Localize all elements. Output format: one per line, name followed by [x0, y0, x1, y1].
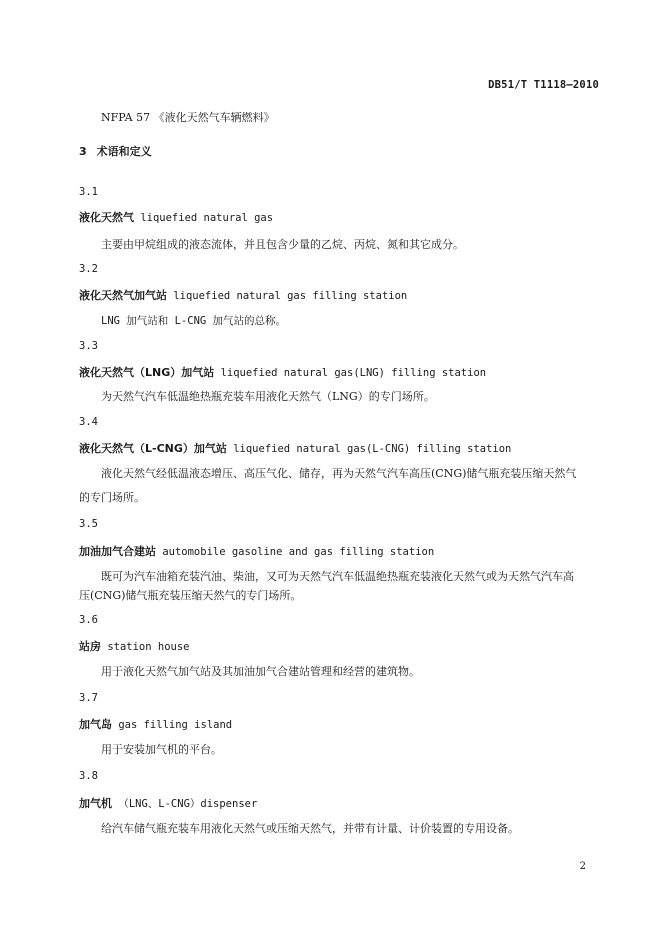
- term-chinese: 液化天然气（L-CNG）加气站: [79, 442, 227, 455]
- term-definition: 为天然气汽车低温绝热瓶充装车用液化天然气（LNG）的专门场所。: [101, 390, 435, 403]
- term-definition: 主要由甲烷组成的液态流体，并且包含少量的乙烷、丙烷、氮和其它成分。: [101, 238, 464, 251]
- term-heading: [79, 287, 407, 303]
- term-heading: [79, 364, 486, 380]
- term-english: liquefied natural gas: [140, 212, 274, 224]
- term-number: 3.1: [79, 186, 98, 198]
- section-heading: [79, 143, 152, 159]
- term-number: 3.8: [79, 770, 98, 782]
- page-number: 2: [579, 861, 586, 872]
- term-heading: [79, 543, 434, 559]
- section-title: 术语和定义: [96, 145, 152, 158]
- term-heading: [79, 440, 511, 456]
- term-definition: 用于安装加气机的平台。: [101, 743, 222, 756]
- term-heading: [79, 209, 273, 225]
- term-definition: 用于液化天然气加气站及其加油加气合建站管理和经营的建筑物。: [101, 665, 420, 678]
- term-english: liquefied natural gas(LNG) filling station: [220, 367, 487, 379]
- term-number: 3.4: [79, 416, 98, 428]
- term-chinese: 加气机: [79, 797, 112, 810]
- term-english: station house: [107, 641, 190, 653]
- document-code-header: DB51/T T1118—2010: [488, 79, 599, 91]
- term-number: 3.5: [79, 518, 98, 530]
- normative-reference: NFPA 57 《液化天然气车辆燃料》: [101, 111, 275, 124]
- term-number: 3.6: [79, 614, 98, 626]
- term-heading: [79, 716, 232, 732]
- term-number: 3.7: [79, 692, 98, 704]
- term-english: gas filling island: [118, 719, 233, 731]
- section-number: 3: [79, 145, 87, 158]
- term-chinese: 液化天然气（LNG）加气站: [79, 366, 215, 379]
- term-definition: LNG 加气站和 L-CNG 加气站的总称。: [101, 315, 287, 327]
- term-definition: 液化天然气经低温液态增压、高压气化、储存，再为天然气汽车高压(CNG)储气瓶充装压缩天然气: [101, 467, 577, 480]
- term-heading: [79, 638, 190, 654]
- term-definition-continued: 压(CNG)储气瓶充装压缩天然气的专门场所。: [79, 589, 302, 602]
- term-number: 3.3: [79, 340, 98, 352]
- term-number: 3.2: [79, 263, 98, 275]
- term-english: liquefied natural gas filling station: [173, 290, 408, 302]
- term-heading: [79, 795, 257, 811]
- term-definition-continued: 的专门场所。: [79, 491, 145, 504]
- term-chinese: 站房: [79, 640, 101, 653]
- term-english: automobile gasoline and gas filling station: [162, 546, 435, 558]
- term-definition: 既可为汽车油箱充装汽油、柴油，又可为天然气汽车低温绝热瓶充装液化天然气或为天然气汽车高: [101, 570, 574, 583]
- term-english: liquefied natural gas(L-CNG) filling station: [233, 443, 512, 455]
- term-definition: 给汽车储气瓶充装车用液化天然气或压缩天然气，并带有计量、计价装置的专用设备。: [101, 822, 519, 835]
- term-english: （LNG、L-CNG）dispenser: [118, 798, 258, 810]
- term-chinese: 加油加气合建站: [79, 545, 156, 558]
- term-chinese: 液化天然气: [79, 211, 134, 224]
- term-chinese: 加气岛: [79, 718, 112, 731]
- term-chinese: 液化天然气加气站: [79, 289, 167, 302]
